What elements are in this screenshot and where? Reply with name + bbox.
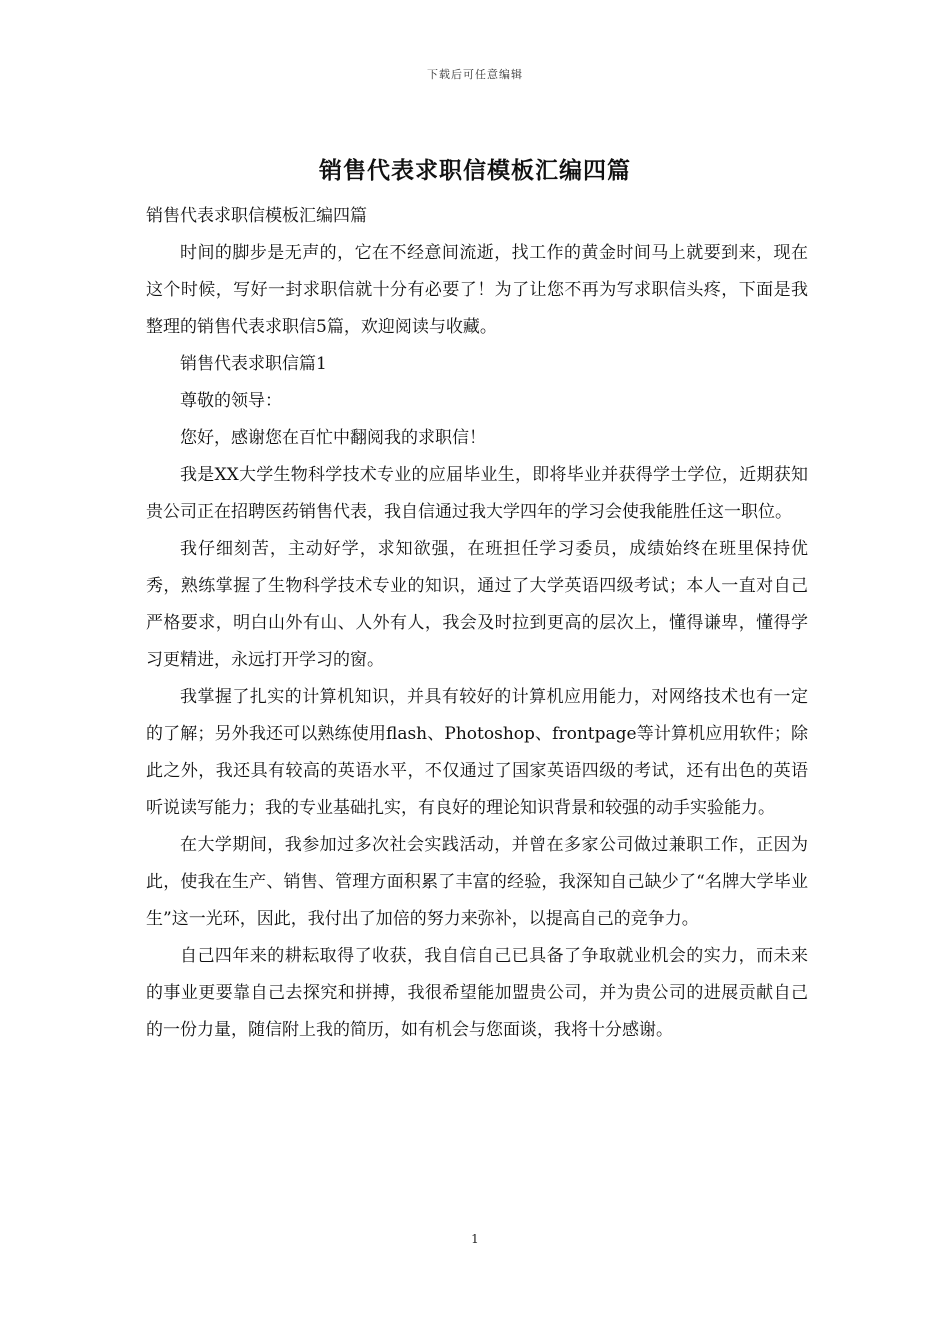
page-number: 1: [471, 1232, 479, 1246]
document-subtitle: 销售代表求职信模板汇编四篇: [146, 206, 367, 226]
paragraph-greeting: 您好，感谢您在百忙中翻阅我的求职信！: [180, 428, 486, 448]
paragraph-letter-heading: 销售代表求职信篇1: [180, 354, 327, 374]
paragraph-practice-experience: 在大学期间，我参加过多次社会实践活动，并曾在多家公司做过兼职工作，正因为此，使我在生产、销售、管理方面积累了丰富的经验，我深知自己缺少了“名牌大学毕业生”这一光环，因此，我付出了加倍的努力来弥补，以提高自己的竞争力。: [146, 835, 808, 929]
paragraph-intro: 时间的脚步是无声的，它在不经意间流逝，找工作的黄金时间马上就要到来，现在这个时候，写好一封求职信就十分有必要了！为了让您不再为写求职信头疼，下面是我整理的销售代表求职信5篇，欢迎阅读与收藏。: [146, 243, 808, 337]
paragraph-salutation: 尊敬的领导：: [180, 391, 282, 411]
paragraph-self-introduction: 我是XX大学生物科学技术专业的应届毕业生，即将毕业并获得学士学位，近期获知贵公司正在招聘医药销售代表，我自信通过我大学四年的学习会使我能胜任这一职位。: [146, 465, 808, 522]
paragraph-closing: 自己四年来的耕耘取得了收获，我自信自己已具备了争取就业机会的实力，而未来的事业更要靠自己去探究和拼搏，我很希望能加盟贵公司，并为贵公司的进展贡献自己的一份力量，随信附上我的简历，如有机会与您面谈，我将十分感谢。: [146, 946, 808, 1040]
document-title: 销售代表求职信模板汇编四篇: [319, 157, 631, 184]
header-note: 下载后可任意编辑: [427, 68, 523, 81]
paragraph-study-attitude: 我仔细刻苦，主动好学，求知欲强，在班担任学习委员，成绩始终在班里保持优秀，熟练掌握了生物科学技术专业的知识，通过了大学英语四级考试；本人一直对自己严格要求，明白山外有山、人外有人，我会及时拉到更高的层次上，懂得谦卑，懂得学习更精进，永远打开学习的窗。: [146, 539, 808, 670]
paragraph-computer-skills: 我掌握了扎实的计算机知识，并具有较好的计算机应用能力，对网络技术也有一定的了解；另外我还可以熟练使用flash、Photoshop、frontpage等计算机应用软件；除此之外，我还具有较高的英语水平，不仅通过了国家英语四级的考试，还有出色的英语听说读写能力；我的专业基础扎实，有良好的理论知识背景和较强的动手实验能力。: [146, 687, 808, 818]
document-body: [146, 198, 808, 1049]
